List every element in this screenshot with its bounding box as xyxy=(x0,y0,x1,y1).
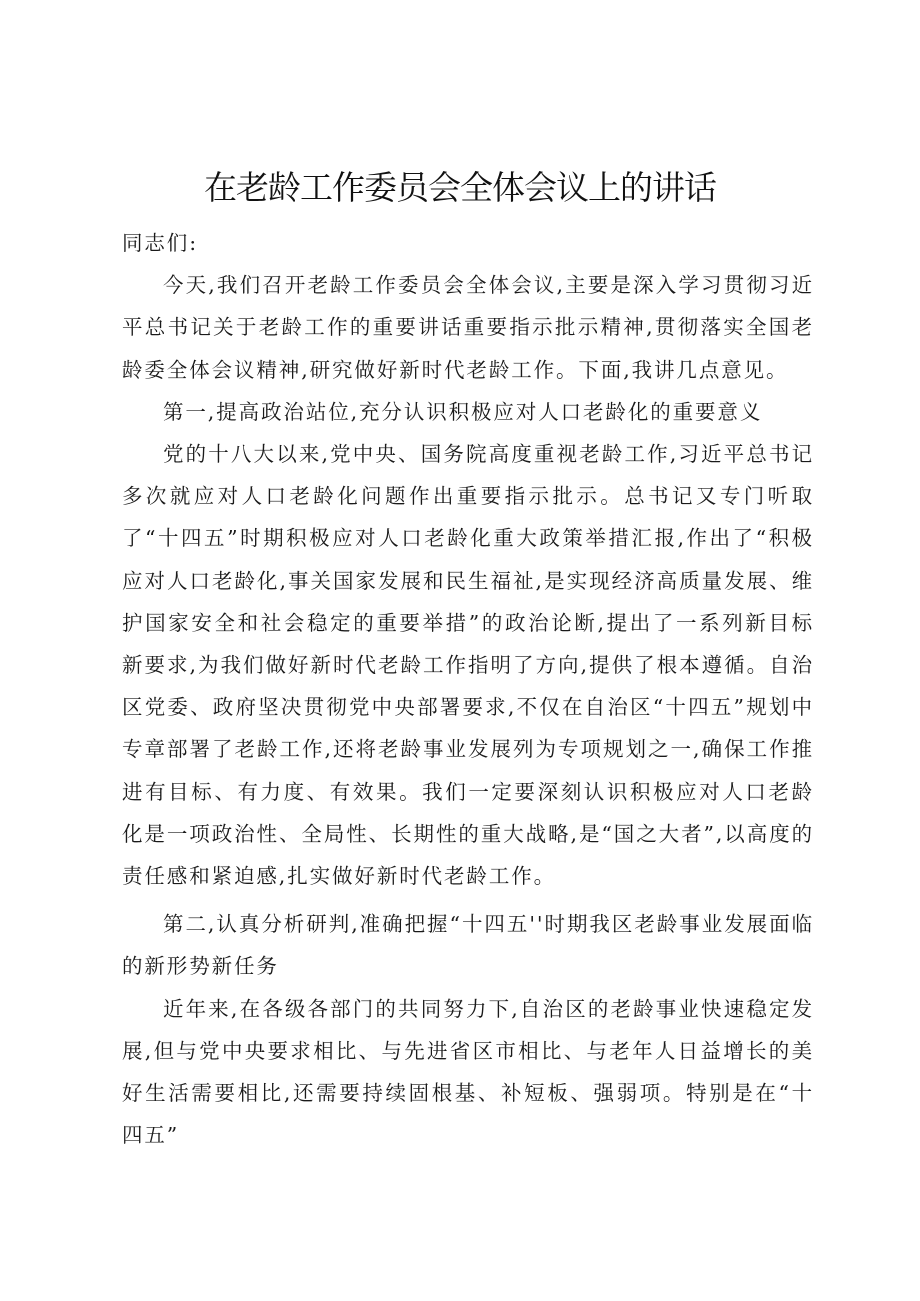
document-title: 在老龄工作委员会全体会议上的讲话 xyxy=(204,168,716,207)
document-body xyxy=(122,222,814,1156)
section-heading-first: 第一,提高政治站位,充分认识积极应对人口老龄化的重要意义 xyxy=(163,399,763,424)
paragraph-opening: 今天,我们召开老龄工作委员会全体会议,主要是深入学习贯彻习近平总书记关于老龄工作的重要讲话重要指示批示精神,贯彻落实全国老龄委全体会议精神,研究做好新时代老龄工作。下面,我讲几点意见。 xyxy=(122,273,814,382)
paragraph-first-section: 党的十八大以来,党中央、国务院高度重视老龄工作,习近平总书记多次就应对人口老龄化问题作出重要指示批示。总书记又专门听取了“十四五”时期积极应对人口老龄化重大政策举措汇报,作出了“积极应对人口老龄化,事关国家发展和民生福祉,是实现经济高质量发展、维护国家安全和社会稳定的重要举措”的政治论断,提出了一系列新目标新要求,为我们做好新时代老龄工作指明了方向,提供了根本遵循。自治区党委、政府坚决贯彻党中央部署要求,不仅在自治区“十四五”规划中专章部署了老龄工作,还将老龄事业发展列为专项规划之一,确保工作推进有目标、有力度、有效果。我们一定要深刻认识积极应对人口老龄化是一项政治性、全局性、长期性的重大战略,是“国之大者”,以高度的责任感和紧迫感,扎实做好新时代老龄工作。 xyxy=(122,442,814,889)
paragraph-second-section: 近年来,在各级各部门的共同努力下,自治区的老龄事业快速稳定发展,但与党中央要求相比、与先进省区市相比、与老年人日益增长的美好生活需要相比,还需要持续固根基、补短板、强弱项。特别是在“十四五” xyxy=(122,996,814,1148)
salutation: 同志们: xyxy=(122,231,199,255)
section-heading-second: 第二,认真分析研判,准确把握“十四五''时期我区老龄事业发展面临的新形势新任务 xyxy=(122,912,814,979)
